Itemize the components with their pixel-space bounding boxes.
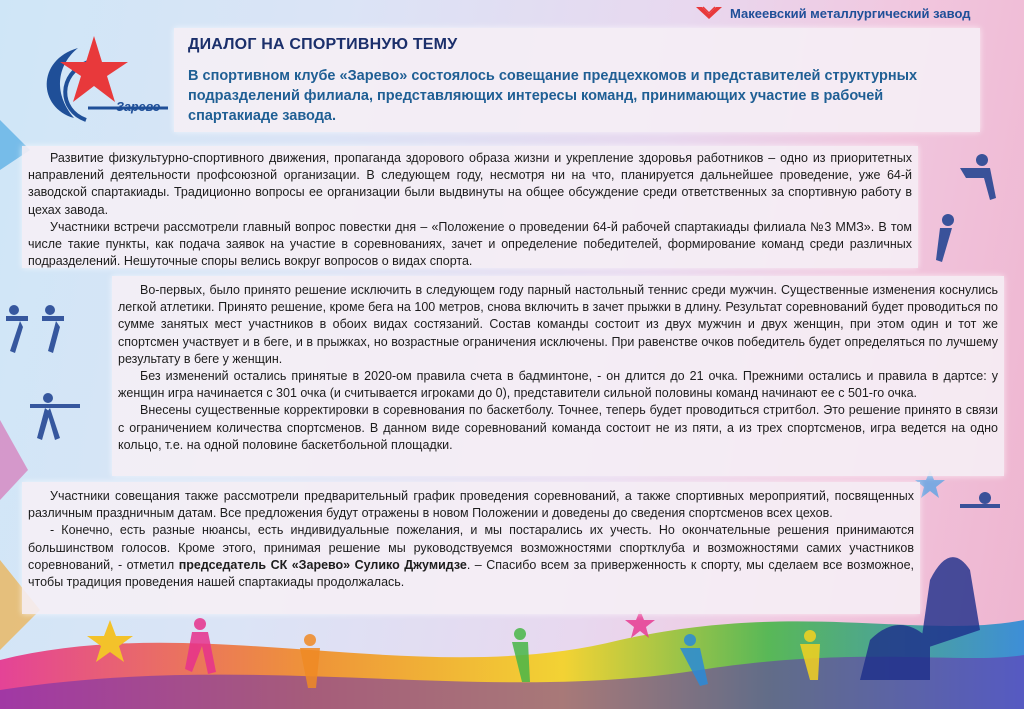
section2-paragraph: Во-первых, было принято решение исключить в следующем году парный настольный теннис среди мужчин. Существенные изменения коснулись легкой атлетики. Принято решение, кроме бега на 100 метров, снова включить в зачет прыжки в длину. Результат соревнований будет проводиться по сумме занятых мест участников в обоих видах состязаний. Состав команды состоит из двух мужчин и двух женщин, при этом один и тот же спортсмен участвует и в беге, и в прыжках, но возрастные ограничения исключены. При равенстве очков победитель будет определяться по лучшему результату в беге у женщин. (118, 283, 998, 366)
section1-text (28, 150, 912, 270)
section2-paragraph: Без изменений остались принятые в 2020-ом правила счета в бадминтоне, - он длится до 21 очка. Прежними остались и правила в дартсе: у женщин игра начинается с 301 очка (и считывается игроками до 0), представители сильной половины команд начинают ее с 501-го очка. (118, 369, 998, 401)
lead-paragraph: В спортивном клубе «Зарево» состоялось совещание предцехкомов и представителей структурных подразделений филиала, представляющих интересы команд, принимающих участие в рабочей спартакиаде завода. (188, 68, 918, 124)
page-title: ДИАЛОГ НА СПОРТИВНУЮ ТЕМУ (188, 36, 458, 53)
section1-paragraph: Участники встречи рассмотрели главный вопрос повестки дня – «Положение о проведении 64-й рабочей спартакиады филиала №3 ММЗ». В том числе такие пункты, как подача заявок на участие в соревнованиях, зачет и определение победителей, формирование команд среди различных подразделений. Нешуточные споры велись вокруг вопросов о видах спорта. (28, 219, 912, 269)
section3-quote (28, 522, 914, 591)
section3-paragraph: Участники совещания также рассмотрели предварительный график проведения соревнований, а также спортивных мероприятий, посвященных различным праздничным датам. Все предложения будут отражены в новом Положении и доведены до сведения спортсменов всех цехов. (28, 489, 914, 521)
section2-paragraph: Внесены существенные корректировки в соревнования по баскетболу. Точнее, теперь будет проводиться стритбол. Это решение принято в связи с ограничением количества спортсменов. В данном виде соревнований команда состоит не из пяти, а из трех спортсменов, игра ведется на одно кольцо, т.е. на одной половине баскетбольной площадки. (118, 403, 998, 452)
section2-text (118, 282, 998, 454)
club-name: Зарево (116, 100, 161, 114)
club-logo (28, 30, 174, 130)
company-header (694, 4, 971, 22)
section3-text (28, 488, 914, 591)
company-name: Макеевский металлургический завод (730, 5, 971, 21)
quote-text: - Конечно, есть разные нюансы, есть индивидуальные пожелания, и мы постарались их учесть. Но окончательные решения принимаются большинством голосов. Кроме этого, принимая решение мы руководствуемся возможностями спортклуба и возможностями самих участников соревнований, - отметил (28, 523, 914, 572)
quote-speaker: председатель СК «Зарево» Сулико Джумидзе (178, 557, 467, 572)
company-logo-icon (694, 4, 724, 22)
section1-paragraph: Развитие физкультурно-спортивного движения, пропаганда здорового образа жизни и укрепление здоровья работников – одно из приоритетных направлений деятельности профсоюзной организации. В следующем году, несмотря ни на что, планируется дальнейшее проведение, уже 64-й заводской спартакиады. Традиционно вопросы ее организации были выдвинуты на общее обсуждение среди ответственных за спортивную работу в цехах завода. (28, 151, 912, 217)
quote-text-end: . – Спасибо всем за приверженность к спорту, мы сделаем все возможное, чтобы традиция проведения нашей спартакиады продолжалась. (28, 557, 914, 590)
